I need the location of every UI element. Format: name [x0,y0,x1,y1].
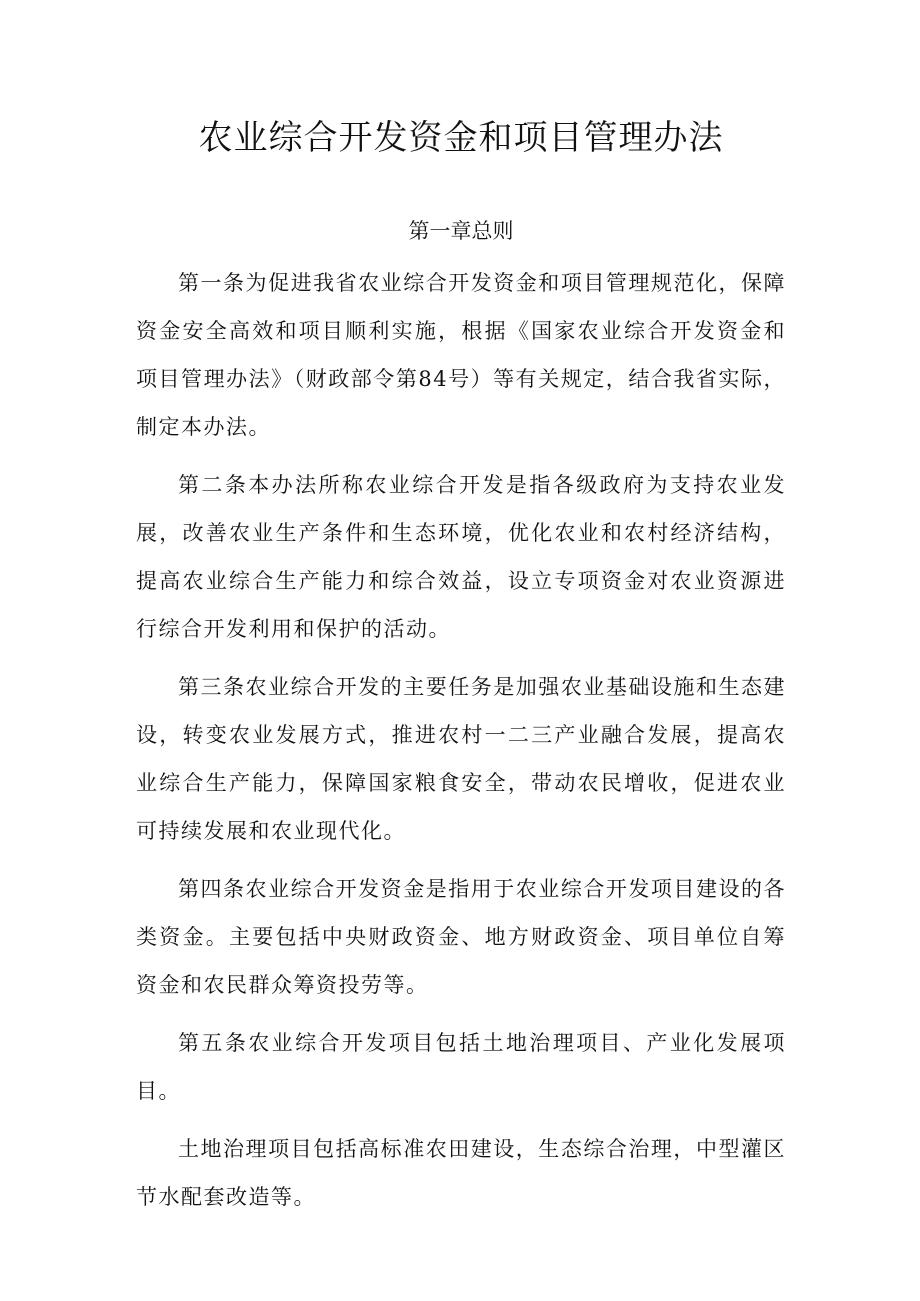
paragraph-land-governance: 土地治理项目包括高标准农田建设，生态综合治理，中型灌区节水配套改造等。 [136,1137,786,1209]
document-body [136,259,786,1221]
paragraph-article-1: 第一条为促进我省农业综合开发资金和项目管理规范化，保障资金安全高效和项目顺利实施，根据《国家农业综合开发资金和项目管理办法》（财政部令第84号）等有关规定，结合我省实际，制定本办法。 [136,271,786,439]
paragraph-article-3: 第三条农业综合开发的主要任务是加强农业基础设施和生态建设，转变农业发展方式，推进农村一二三产业融合发展，提高农业综合生产能力，保障国家粮食安全，带动农民增收，促进农业可持续发展和农业现代化。 [136,675,786,843]
document-title: 农业综合开发资金和项目管理办法 [198,118,724,158]
paragraph-article-2: 第二条本办法所称农业综合开发是指各级政府为支持农业发展，改善农业生产条件和生态环境，优化农业和农村经济结构，提高农业综合生产能力和综合效益，设立专项资金对农业资源进行综合开发利用和保护的活动。 [136,473,786,641]
paragraph-article-4: 第四条农业综合开发资金是指用于农业综合开发项目建设的各类资金。主要包括中央财政资金、地方财政资金、项目单位自筹资金和农民群众筹资投劳等。 [136,877,786,997]
paragraph-article-5: 第五条农业综合开发项目包括土地治理项目、产业化发展项目。 [136,1031,786,1103]
chapter-title: 第一章总则 [408,219,514,243]
